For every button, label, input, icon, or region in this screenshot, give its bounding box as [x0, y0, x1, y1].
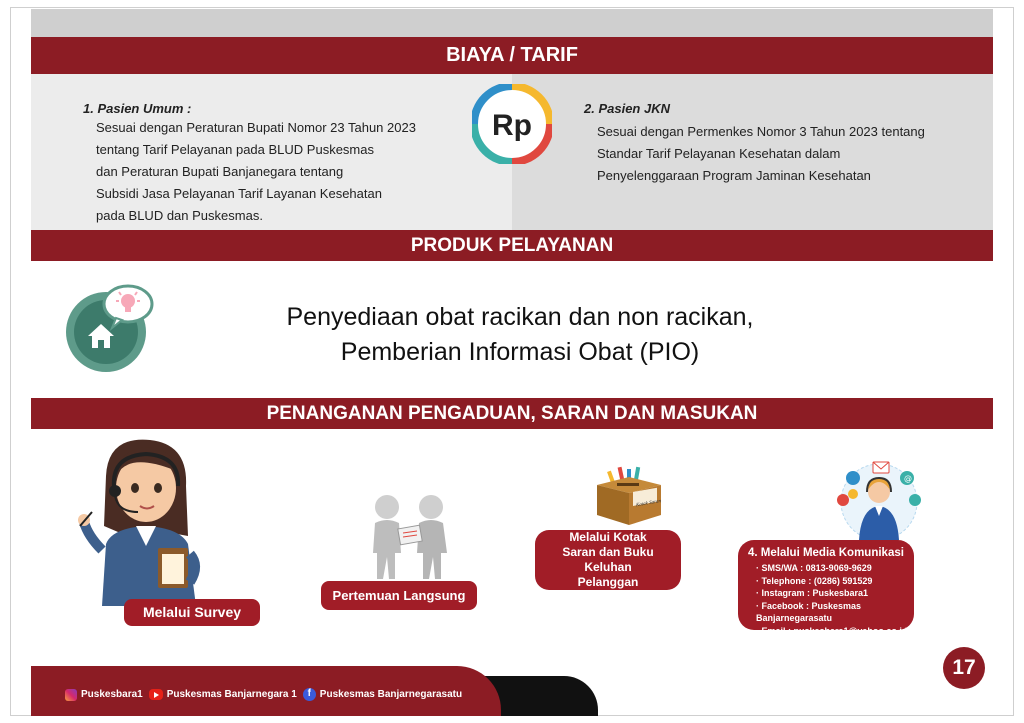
page-number: 17: [943, 647, 985, 689]
media-komunikasi-list: [756, 562, 914, 637]
contact-telephone: · Telephone : (0286) 591529: [756, 575, 914, 588]
facebook-icon: f: [303, 688, 316, 701]
media-komunikasi-panel: [738, 540, 914, 636]
produk-text: [200, 300, 840, 370]
footer-youtube[interactable]: [149, 689, 297, 700]
footer-instagram-label: Puskesbara1: [81, 689, 143, 700]
section-title-pengaduan: PENANGANAN PENGADUAN, SARAN DAN MASUKAN: [31, 398, 993, 429]
produk-line: Penyediaan obat racikan dan non racikan,: [286, 303, 754, 331]
panel-pasien-jkn: [512, 74, 993, 230]
instagram-icon: [65, 689, 77, 701]
kotak-saran-label: [535, 530, 681, 590]
footer-social: [65, 688, 462, 701]
suggestion-box-label: Kotak Saran: [636, 499, 662, 509]
section-title-produk: PRODUK PELAYANAN: [31, 230, 993, 261]
house-idea-icon: [64, 282, 156, 372]
contact-email: · Email : puskesbara1@yahoo.co.id: [756, 625, 914, 638]
pasien-jkn-line: Penyelenggaraan Program Jaminan Kesehatan: [597, 168, 871, 183]
pasien-umum-text: [96, 117, 416, 227]
contact-sms-wa: · SMS/WA : 0813-9069-9629: [756, 562, 914, 575]
pasien-umum-line: Sesuai dengan Peraturan Bupati Nomor 23 Tahun 2023: [96, 120, 416, 135]
footer-facebook[interactable]: [303, 688, 462, 701]
produk-line: Pemberian Informasi Obat (PIO): [340, 338, 700, 366]
svg-text:@: @: [904, 474, 912, 483]
contact-instagram: · Instagram : Puskesbara1: [756, 587, 914, 600]
pasien-umum-title: 1. Pasien Umum :: [83, 101, 192, 116]
pertemuan-label: Pertemuan Langsung: [321, 581, 477, 610]
panel-pasien-umum: [31, 74, 512, 230]
section-title-biaya: BIAYA / TARIF: [31, 37, 993, 74]
rupiah-label: Rp: [492, 109, 532, 142]
suggestion-box-icon: [593, 465, 665, 527]
footer-youtube-label: Puskesmas Banjarnegara 1: [166, 689, 297, 700]
pasien-umum-line: Subsidi Jasa Pelayanan Tarif Layanan Kesehatan: [96, 186, 382, 201]
pasien-jkn-line: Sesuai dengan Permenkes Nomor 3 Tahun 2023 tentang: [597, 124, 925, 139]
pasien-umum-line: pada BLUD dan Puskesmas.: [96, 208, 263, 223]
rupiah-icon: [472, 84, 552, 164]
media-communication-icon: [833, 460, 925, 542]
pasien-umum-line: dan Peraturan Bupati Banjanegara tentang: [96, 164, 344, 179]
pasien-jkn-title: 2. Pasien JKN: [584, 101, 670, 116]
media-komunikasi-title: 4. Melalui Media Komunikasi: [748, 547, 904, 559]
footer-facebook-label: Puskesmas Banjarnegarasatu: [319, 689, 463, 700]
survey-label: Melalui Survey: [124, 599, 260, 626]
footer-instagram[interactable]: [65, 689, 143, 701]
meeting-people-icon: [365, 493, 455, 581]
youtube-icon: [149, 689, 163, 700]
top-strip: [31, 9, 993, 37]
pasien-jkn-line: Standar Tarif Pelayanan Kesehatan dalam: [597, 146, 841, 161]
pasien-umum-line: tentang Tarif Pelayanan pada BLUD Puskesmas: [96, 142, 374, 157]
pasien-jkn-text: [597, 121, 925, 187]
call-center-agent-icon: [78, 436, 213, 606]
kotak-saran-text: Melalui Kotak Saran dan Buku Keluhan Pelanggan: [562, 530, 654, 589]
contact-facebook: · Facebook : Puskesmas Banjarnegarasatu: [756, 600, 914, 625]
